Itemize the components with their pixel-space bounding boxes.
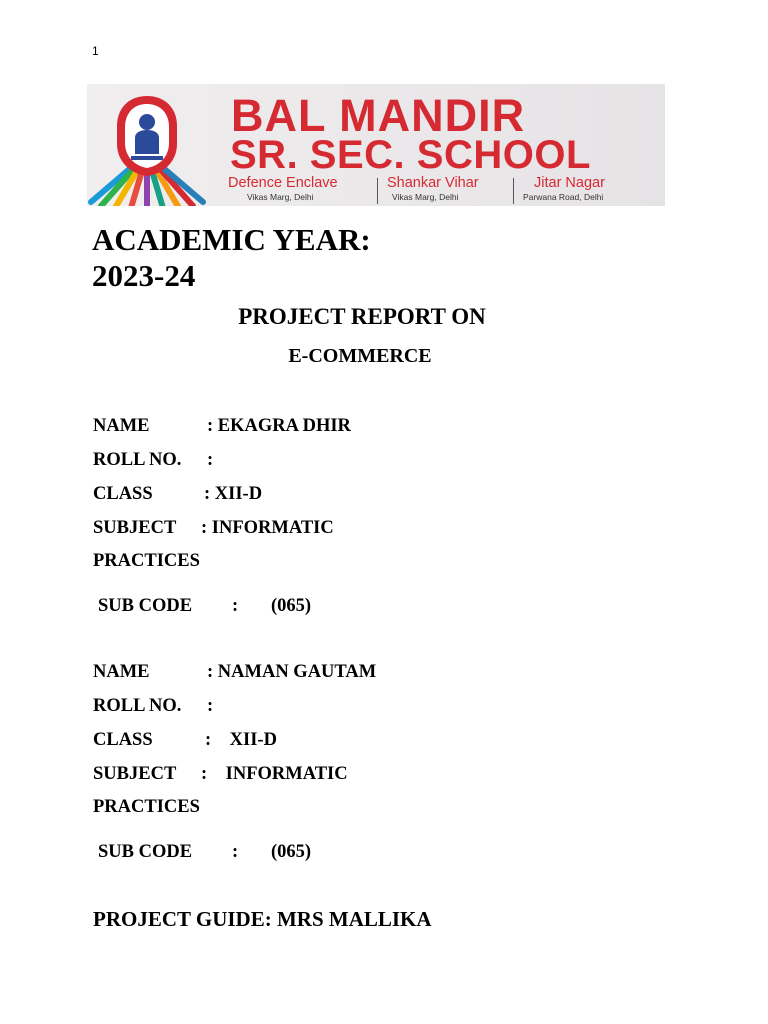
academic-year-value: 2023-24 <box>92 258 196 293</box>
field-colon: : <box>232 596 239 616</box>
academic-year-label: ACADEMIC YEAR: <box>92 222 371 257</box>
field-colon: : <box>232 842 239 862</box>
school-name-line1: BAL MANDIR <box>231 90 526 141</box>
field-label: ROLL NO. <box>93 696 182 716</box>
field-label: ROLL NO. <box>93 450 182 470</box>
school-name-line2: SR. SEC. SCHOOL <box>230 133 591 177</box>
school-emblem-icon <box>115 94 179 178</box>
branch-address: Vikas Marg, Delhi <box>247 192 314 202</box>
subject-code: (065) <box>271 596 312 616</box>
roll-number: : <box>207 696 214 716</box>
field-label: SUB CODE <box>98 596 193 616</box>
report-title: PROJECT REPORT ON <box>238 304 486 329</box>
field-label: CLASS <box>93 730 153 750</box>
project-guide: PROJECT GUIDE: MRS MALLIKA <box>93 907 432 931</box>
page-number: 1 <box>92 44 99 58</box>
divider <box>513 178 514 204</box>
branch-address: Vikas Marg, Delhi <box>392 192 459 202</box>
subject-value: : INFORMATIC <box>201 764 348 784</box>
class-value: : XII-D <box>204 484 263 504</box>
branch-name: Jitar Nagar <box>534 175 605 191</box>
report-topic: E-COMMERCE <box>288 345 432 367</box>
subject-value: : INFORMATIC <box>201 518 334 538</box>
field-label: CLASS <box>93 484 153 504</box>
divider <box>377 178 378 204</box>
school-banner <box>87 84 665 206</box>
field-label: SUBJECT <box>93 764 177 784</box>
student-name: : NAMAN GAUTAM <box>207 662 377 682</box>
field-label: NAME <box>93 662 150 682</box>
subject-code: (065) <box>271 842 312 862</box>
field-label: NAME <box>93 416 150 436</box>
field-label: SUBJECT <box>93 518 177 538</box>
roll-number: : <box>207 450 214 470</box>
branch-name: Defence Enclave <box>228 175 338 191</box>
branch-address: Parwana Road, Delhi <box>523 192 604 202</box>
subject-continued: PRACTICES <box>93 797 200 817</box>
class-value: : XII-D <box>205 730 277 750</box>
subject-continued: PRACTICES <box>93 551 200 571</box>
field-label: SUB CODE <box>98 842 193 862</box>
academic-year <box>92 222 371 294</box>
student-name: : EKAGRA DHIR <box>207 416 351 436</box>
branch-name: Shankar Vihar <box>387 175 479 191</box>
